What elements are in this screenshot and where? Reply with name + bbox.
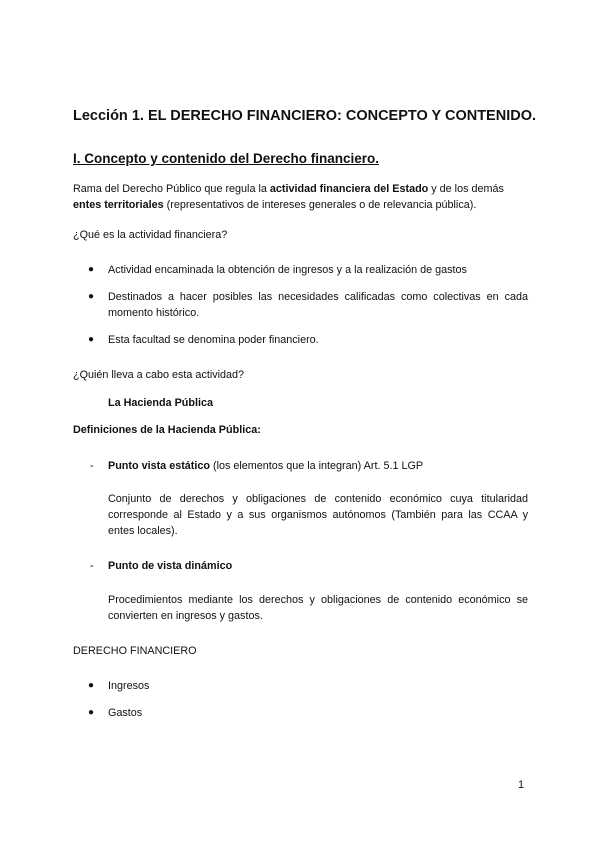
section-heading: I. Concepto y contenido del Derecho financiero. [73,151,380,166]
definition-static-rest: (los elementos que la integran) Art. 5.1 LGP [210,460,424,472]
document-title: Lección 1. EL DERECHO FINANCIERO: CONCEPTO Y CONTENIDO. [73,108,536,124]
intro-paragraph [73,181,528,213]
definition-static-line: Conjunto de derechos y obligaciones de contenido económico cuya titularidad [108,493,528,505]
bullet-icon: ● [88,680,95,691]
dash-bullet: - [90,460,94,472]
question-actividad: ¿Qué es la actividad financiera? [73,229,228,241]
question-quien: ¿Quién lleva a cabo esta actividad? [73,369,245,381]
hacienda-label: La Hacienda Pública [108,397,214,409]
bullet-icon: ● [88,334,95,345]
page-number: 1 [518,779,525,791]
intro-line-1 [73,181,528,197]
bullet-item: Destinados a hacer posibles las necesidades calificadas como colectivas en cada [108,291,528,303]
definitions-heading: Definiciones de la Hacienda Pública: [73,424,261,436]
bullet-icon: ● [88,707,95,718]
bullet-item: Actividad encaminada la obtención de ingresos y a la realización de gastos [108,264,467,276]
bullet-icon: ● [88,291,95,302]
definition-static-heading [108,458,423,474]
definition-static-line: entes locales). [108,525,178,537]
intro-text-3: (representativos de intereses generales o de relevancia pública). [163,199,477,211]
definition-static-line: corresponde al Estado y a sus organismos autónomos (También para las CCAA y [108,509,528,521]
bullet-item: Esta facultad se denomina poder financiero. [108,334,319,346]
intro-text-2: y de los demás [428,183,504,195]
definition-dynamic-line: Procedimientos mediante los derechos y obligaciones de contenido económico se [108,594,528,606]
intro-bold-1: actividad financiera del Estado [269,183,429,195]
definition-dynamic-heading: Punto de vista dinámico [108,560,233,572]
definition-static-bold: Punto vista estático [108,460,210,472]
bullet-item: Gastos [108,707,143,719]
bullet-item: Ingresos [108,680,150,692]
bullet-item-continuation: momento histórico. [108,307,200,319]
definition-dynamic-line: convierten en ingresos y gastos. [108,610,263,622]
intro-text-1: Rama del Derecho Público que regula la [73,183,270,195]
derecho-financiero-label: DERECHO FINANCIERO [73,645,197,657]
intro-bold-2: entes territoriales [73,199,164,211]
dash-bullet: - [90,560,94,572]
intro-line-2 [73,197,528,213]
bullet-icon: ● [88,264,95,275]
